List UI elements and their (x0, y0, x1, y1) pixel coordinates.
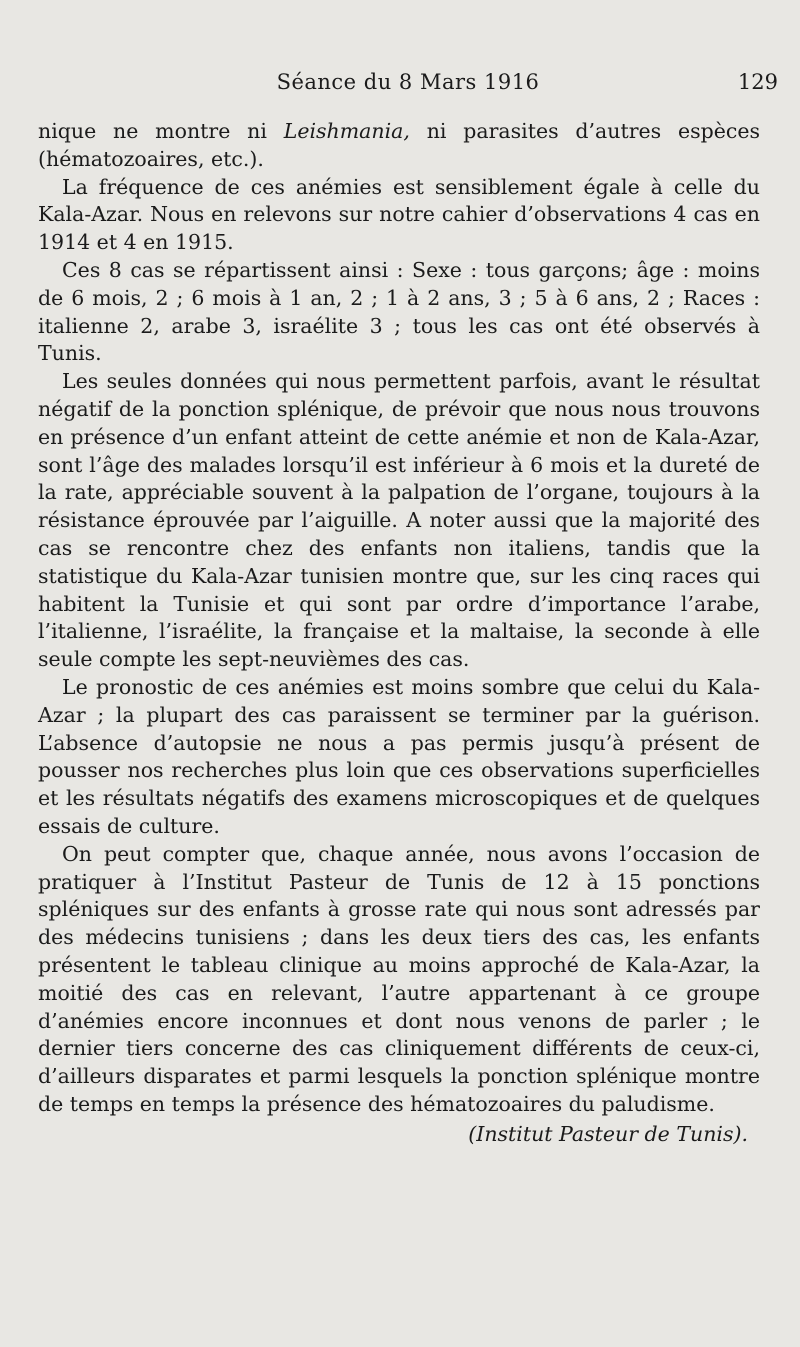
paragraph-continuation (38, 118, 760, 174)
paragraph: Les seules données qui nous permettent parfois, avant le résultat négatif de la ponction splénique, de prévoir que nous nous trouvons en présence d’un enfant atteint de cette anémie et non de Kala-Azar, sont l’âge des malades lorsqu’il est inférieur à 6 mois et la dureté de la rate, appréciable souvent à la palpation de l’organe, toujours à la résistance éprouvée par l’aiguille. A noter aussi que la majorité des cas se rencontre chez des enfants non italiens, tandis que la statistique du Kala-Azar tunisien montre que, sur les cinq races qui habitent la Tunisie et qui sont par ordre d’importance l’arabe, l’italienne, l’israélite, la française et la maltaise, la seconde à elle seule compte les sept-neuvièmes des cas. (38, 369, 760, 672)
paragraph: La fréquence de ces anémies est sensiblement égale à celle du Kala-Azar. Nous en relevons sur notre cahier d’observations 4 cas en 1914 et 4 en 1915. (38, 174, 760, 255)
paragraph: Le pronostic de ces anémies est moins sombre que celui du Kala-Azar ; la plupart des cas paraissent se terminer par la guérison. L’absence d’autopsie ne nous a pas permis jusqu’à présent de pousser nos recherches plus loin que ces observations superficielles et les résultats négatifs des examens microscopiques et de quelques essais de culture. (38, 674, 760, 838)
page-number: 129 (737, 70, 778, 94)
body-text (38, 118, 760, 1148)
signature-text: (Institut Pasteur de Tunis). (468, 1121, 748, 1146)
italic-term: Leishmania, (283, 119, 410, 143)
paragraph: Ces 8 cas se répartissent ainsi : Sexe : tous garçons; âge : moins de 6 mois, 2 ; 6 mois à 1 an, 2 ; 1 à 2 ans, 3 ; 5 à 6 ans, 2 ; Races : italienne 2, arabe 3, israélite 3 ; tous les cas ont été observés à Tunis. (38, 257, 760, 366)
paragraph-text: ni parasites d’autres espèces (hématozoaires, etc.). (38, 119, 761, 171)
page-header (36, 70, 780, 106)
running-title: Séance du 8 Mars 1916 (276, 70, 540, 94)
signature (38, 1121, 760, 1149)
paragraph-text: nique ne montre ni (38, 119, 284, 143)
paragraph: On peut compter que, chaque année, nous avons l’occasion de pratiquer à l’Institut Pasteur de Tunis de 12 à 15 ponctions spléniques sur des enfants à grosse rate qui nous sont adressés par des médecins tunisiens ; dans les deux tiers des cas, les enfants présentent le tableau clinique au moins approché de Kala-Azar, la moitié des cas en relevant, l’autre appartenant à ce groupe d’anémies encore inconnues et dont nous venons de parler ; le dernier tiers concerne des cas cliniquement différents de ceux-ci, d’ailleurs disparates et parmi lesquels la ponction splénique montre de temps en temps la présence des hématozoaires du paludisme. (38, 841, 760, 1116)
